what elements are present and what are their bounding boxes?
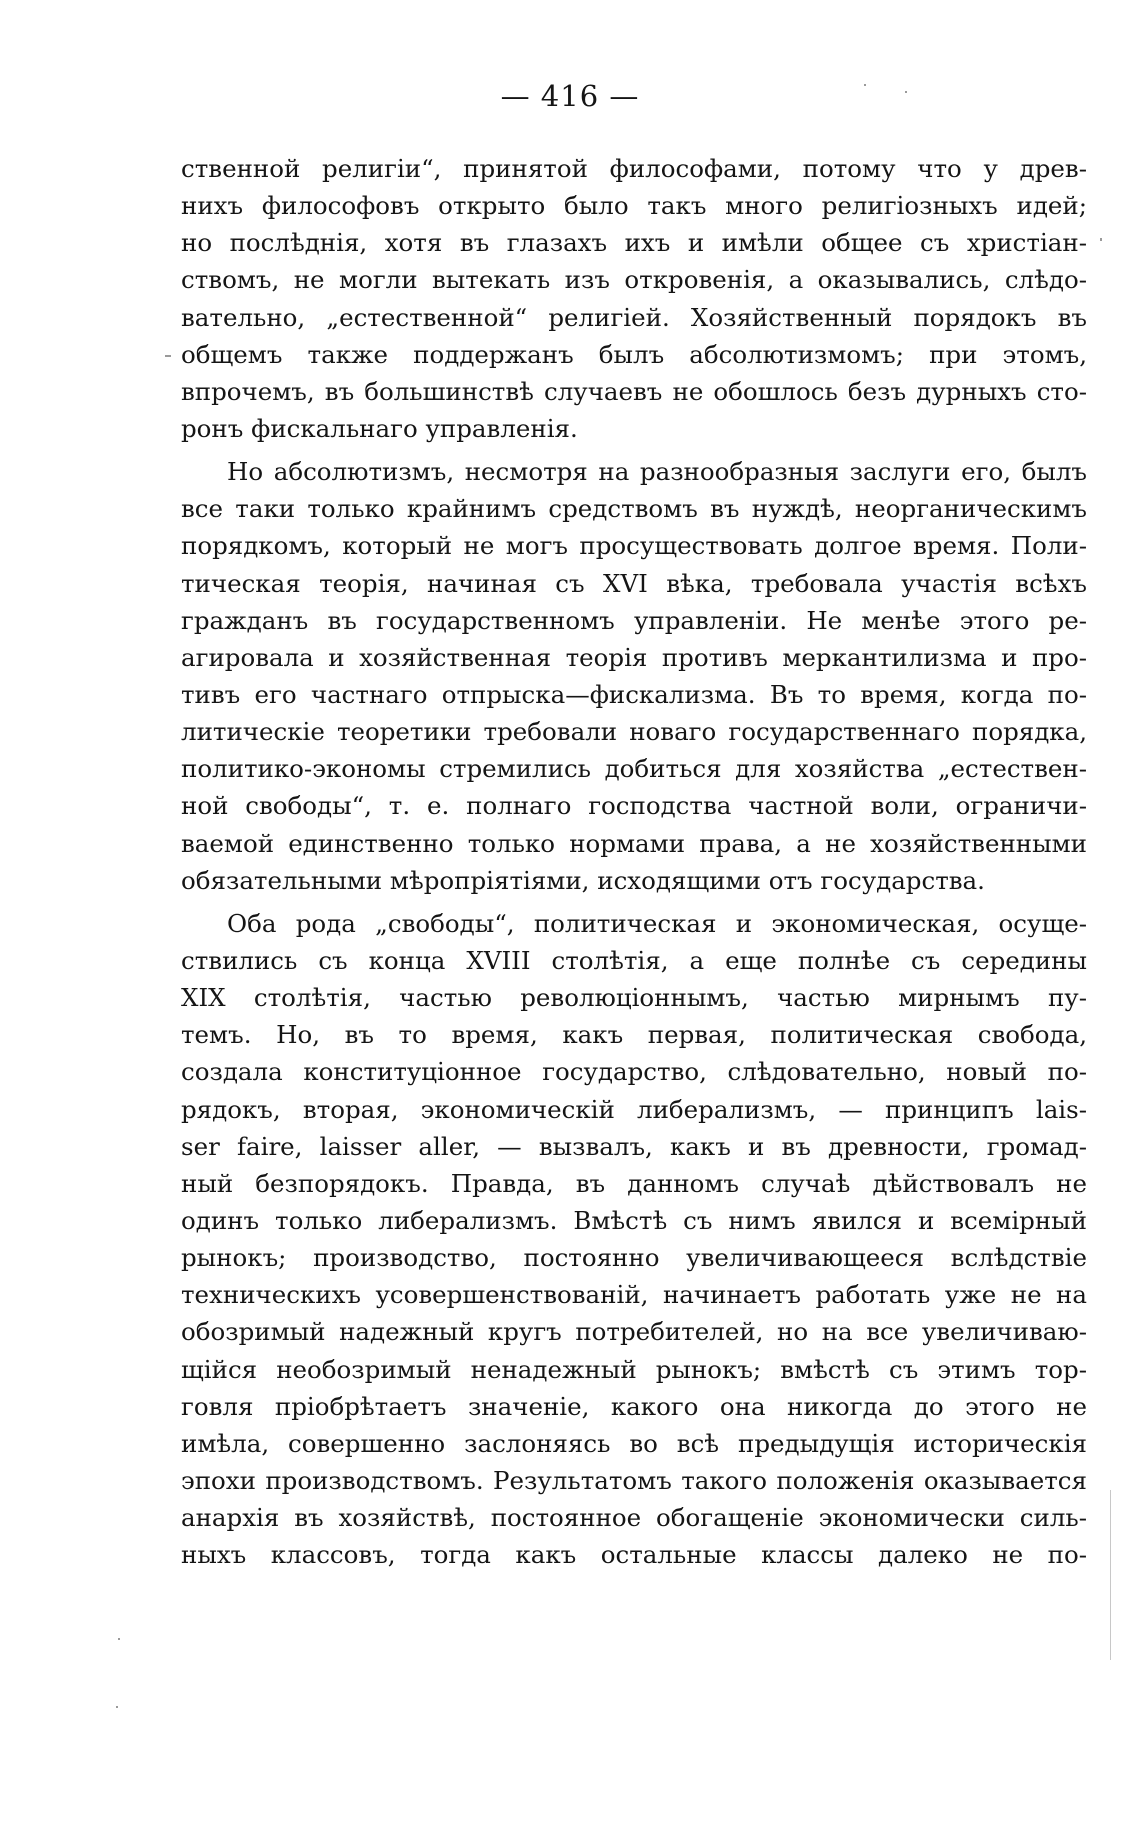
text-line: вательно, „естественной“ религiей. Хозяйственный порядокъ въ xyxy=(181,302,1087,332)
text-line: общемъ также поддержанъ былъ абсолютизмомъ; при этомъ, xyxy=(181,339,1087,369)
scan-speck xyxy=(165,355,171,357)
text-line: впрочемъ, въ большинствѣ случаевъ не обошлось безъ дурныхъ сто- xyxy=(181,376,1087,406)
text-line: имѣла, совершенно заслоняясь во всѣ предыдущiя историческiя xyxy=(181,1428,1087,1458)
scan-speck xyxy=(1110,1490,1111,1660)
text-line: создала конституцiонное государство, слѣдовательно, новый по- xyxy=(181,1057,1087,1087)
paragraph xyxy=(181,453,1087,899)
scan-speck xyxy=(1100,238,1102,241)
text-line: ственной религiи“, принятой философами, потому что у древ- xyxy=(181,154,1087,183)
scan-speck xyxy=(116,1706,118,1708)
text-line: Но абсолютизмъ, несмотря на разнообразныя заслуги его, былъ xyxy=(227,457,1087,487)
text-line: говля прiобрѣтаетъ значенiе, какого она никогда до этого не xyxy=(181,1391,1087,1421)
text-line: рядокъ, вторая, экономическiй либерализмъ, — принципъ lais- xyxy=(181,1094,1087,1124)
text-line: нихъ философовъ открыто было такъ много религiозныхъ идей; xyxy=(181,191,1087,221)
text-line: политико-экономы стремились добиться для хозяйства „естествен- xyxy=(181,754,1087,784)
page-number: — 416 — xyxy=(500,79,640,113)
text-line: ствомъ, не могли вытекать изъ откровенiя, а оказывались, слѣдо- xyxy=(181,265,1087,295)
text-line: анархiя въ хозяйствѣ, постоянное обогащенiе экономически силь- xyxy=(181,1503,1087,1533)
text-line: агировала и хозяйственная теорiя противъ меркантилизма и про- xyxy=(181,642,1087,672)
text-line: обозримый надежный кругъ потребителей, но на все увеличиваю- xyxy=(181,1317,1087,1347)
text-line: тическая теорiя, начиная съ XVI вѣка, требовала участiя всѣхъ xyxy=(181,568,1087,598)
paragraph xyxy=(181,150,1087,447)
body-text xyxy=(181,150,1087,1573)
text-line: гражданъ въ государственномъ управленiи. Не менѣе этого ре- xyxy=(181,605,1087,635)
text-line: техническихъ усовершенствованiй, начинаетъ работать уже не на xyxy=(181,1280,1087,1310)
text-line: ser faire, laisser aller, — вызвалъ, какъ и въ древности, громад- xyxy=(181,1131,1087,1161)
scan-speck xyxy=(905,91,907,93)
text-line: ствились съ конца XVIII столѣтiя, а еще полнѣе съ середины xyxy=(181,945,1087,975)
scan-speck xyxy=(118,1638,120,1640)
text-line: все таки только крайнимъ средствомъ въ нуждѣ, неорганическимъ xyxy=(181,494,1087,524)
text-line: рынокъ; производство, постоянно увеличивающееся вслѣдствiе xyxy=(181,1243,1087,1273)
text-line: XIX столѣтiя, частью революцiоннымъ, частью мирнымъ пу- xyxy=(181,983,1087,1013)
text-line: тивъ его частнаго отпрыска—фискализма. Въ то время, когда по- xyxy=(181,679,1087,709)
text-line: ный безпорядокъ. Правда, въ данномъ случаѣ дѣйствовалъ не xyxy=(181,1168,1087,1198)
text-line: обязательными мѣропрiятiями, исходящими отъ государства. xyxy=(181,865,985,895)
text-line: порядкомъ, который не могъ просуществовать долгое время. Поли- xyxy=(181,531,1087,561)
text-line: ной свободы“, т. е. полнаго господства частной воли, ограничи- xyxy=(181,791,1087,821)
text-line: эпохи производствомъ. Результатомъ такого положенiя оказывается xyxy=(181,1465,1087,1495)
text-line: щiйся необозримый ненадежный рынокъ; вмѣстѣ съ этимъ тор- xyxy=(181,1354,1087,1384)
text-line: ваемой единственно только нормами права, а не хозяйственными xyxy=(181,828,1087,858)
text-line: темъ. Но, въ то время, какъ первая, политическая свобода, xyxy=(181,1020,1087,1050)
text-line: ронъ фискальнаго управленiя. xyxy=(181,413,578,443)
text-line: ныхъ классовъ, тогда какъ остальные классы далеко не по- xyxy=(181,1540,1087,1570)
text-line: Оба рода „свободы“, политическая и экономическая, осуще- xyxy=(227,908,1087,938)
text-line: но послѣднiя, хотя въ глазахъ ихъ и имѣли общее съ христiан- xyxy=(181,228,1087,258)
text-line: одинъ только либерализмъ. Вмѣстѣ съ нимъ явился и всемiрный xyxy=(181,1205,1087,1235)
text-line: литическiе теоретики требовали новаго государственнаго порядка, xyxy=(181,717,1087,747)
scan-speck xyxy=(864,84,866,86)
paragraph xyxy=(181,905,1087,1574)
